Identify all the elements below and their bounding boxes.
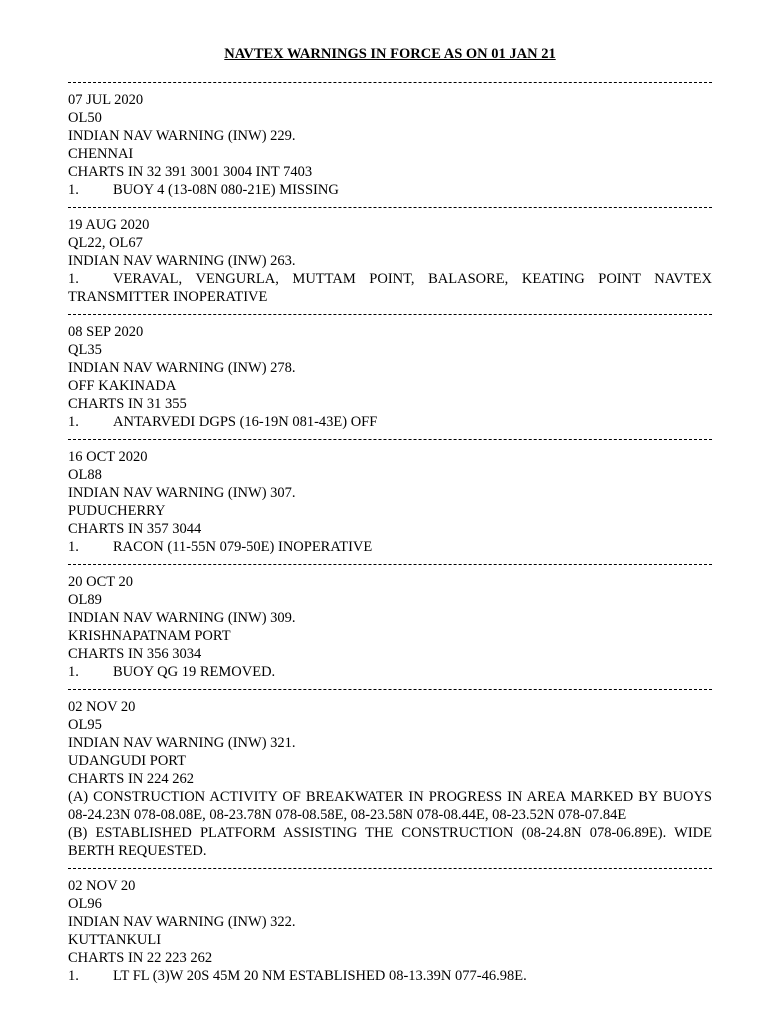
- warning-inw: INDIAN NAV WARNING (INW) 322.: [68, 914, 296, 930]
- warning-date: 20 OCT 20: [68, 574, 133, 590]
- warning-paragraph-a: (A) CONSTRUCTION ACTIVITY OF BREAKWATER IN PROGRESS IN AREA MARKED BY BUOYS 08-24.23N 078-08.08E, 08-23.78N 078-08.58E, 08-23.58N 078-08.44E, 08-23.52N 078-07.84E: [68, 789, 712, 823]
- item-number: 1.: [68, 414, 79, 430]
- warning-item: [68, 413, 712, 431]
- warning-charts: CHARTS IN 22 223 262: [68, 950, 213, 966]
- warning-item: [68, 181, 712, 199]
- warning-entry: [68, 698, 712, 860]
- warning-charts: CHARTS IN 32 391 3001 3004 INT 7403: [68, 164, 313, 180]
- warning-station: OL95: [68, 717, 102, 733]
- warning-date: 02 NOV 20: [68, 878, 136, 894]
- warning-item: [68, 967, 712, 985]
- warning-station: OL88: [68, 467, 102, 483]
- separator: [68, 314, 712, 315]
- warning-inw: INDIAN NAV WARNING (INW) 321.: [68, 735, 296, 751]
- warning-charts: CHARTS IN 356 3034: [68, 646, 202, 662]
- warning-area: CHENNAI: [68, 146, 134, 162]
- warning-entry: [68, 448, 712, 556]
- warning-date: 08 SEP 2020: [68, 324, 144, 340]
- warning-date: 16 OCT 2020: [68, 449, 148, 465]
- separator: [68, 82, 712, 83]
- item-number: 1.: [68, 664, 79, 680]
- warning-station: QL35: [68, 342, 102, 358]
- warning-station: OL96: [68, 896, 102, 912]
- warning-item: [68, 538, 712, 556]
- warning-area: PUDUCHERRY: [68, 503, 166, 519]
- warning-charts: CHARTS IN 31 355: [68, 396, 187, 412]
- warning-inw: INDIAN NAV WARNING (INW) 229.: [68, 128, 296, 144]
- warning-inw: INDIAN NAV WARNING (INW) 278.: [68, 360, 296, 376]
- warning-inw: INDIAN NAV WARNING (INW) 307.: [68, 485, 296, 501]
- warning-entry: [68, 91, 712, 199]
- item-number: 1.: [68, 968, 79, 984]
- separator: [68, 689, 712, 690]
- warning-area: UDANGUDI PORT: [68, 753, 186, 769]
- warning-item: [68, 663, 712, 681]
- warning-item: [68, 270, 712, 288]
- item-text: VERAVAL, VENGURLA, MUTTAM POINT, BALASORE, KEATING POINT NAVTEX: [113, 271, 712, 287]
- item-text: BUOY 4 (13-08N 080-21E) MISSING: [113, 182, 339, 198]
- separator: [68, 564, 712, 565]
- separator: [68, 207, 712, 208]
- warning-entry: [68, 323, 712, 431]
- warning-date: 07 JUL 2020: [68, 92, 144, 108]
- item-text: LT FL (3)W 20S 45M 20 NM ESTABLISHED 08-13.39N 077-46.98E.: [113, 968, 527, 984]
- warning-area: KUTTANKULI: [68, 932, 162, 948]
- item-text: BUOY QG 19 REMOVED.: [113, 664, 276, 680]
- warning-entry: [68, 877, 712, 985]
- warning-area: KRISHNAPATNAM PORT: [68, 628, 231, 644]
- warning-station: OL89: [68, 592, 102, 608]
- item-number: 1.: [68, 182, 79, 198]
- warning-entry: [68, 573, 712, 681]
- item-text-continued: TRANSMITTER INOPERATIVE: [68, 289, 268, 305]
- warning-entry: [68, 216, 712, 306]
- warning-charts: CHARTS IN 357 3044: [68, 521, 202, 537]
- item-number: 1.: [68, 271, 79, 287]
- warning-paragraph-b: (B) ESTABLISHED PLATFORM ASSISTING THE CONSTRUCTION (08-24.8N 078-06.89E). WIDE BERTH REQUESTED.: [68, 825, 712, 859]
- warning-date: 19 AUG 2020: [68, 217, 150, 233]
- warning-date: 02 NOV 20: [68, 699, 136, 715]
- warning-charts: CHARTS IN 224 262: [68, 771, 195, 787]
- item-text: RACON (11-55N 079-50E) INOPERATIVE: [113, 539, 373, 555]
- warning-inw: INDIAN NAV WARNING (INW) 263.: [68, 253, 296, 269]
- warning-area: OFF KAKINADA: [68, 378, 177, 394]
- item-number: 1.: [68, 539, 79, 555]
- separator: [68, 868, 712, 869]
- item-text: ANTARVEDI DGPS (16-19N 081-43E) OFF: [113, 414, 378, 430]
- warning-station: OL50: [68, 110, 102, 126]
- warning-station: QL22, OL67: [68, 235, 143, 251]
- document-title: NAVTEX WARNINGS IN FORCE AS ON 01 JAN 21: [224, 46, 556, 62]
- warning-inw: INDIAN NAV WARNING (INW) 309.: [68, 610, 296, 626]
- separator: [68, 439, 712, 440]
